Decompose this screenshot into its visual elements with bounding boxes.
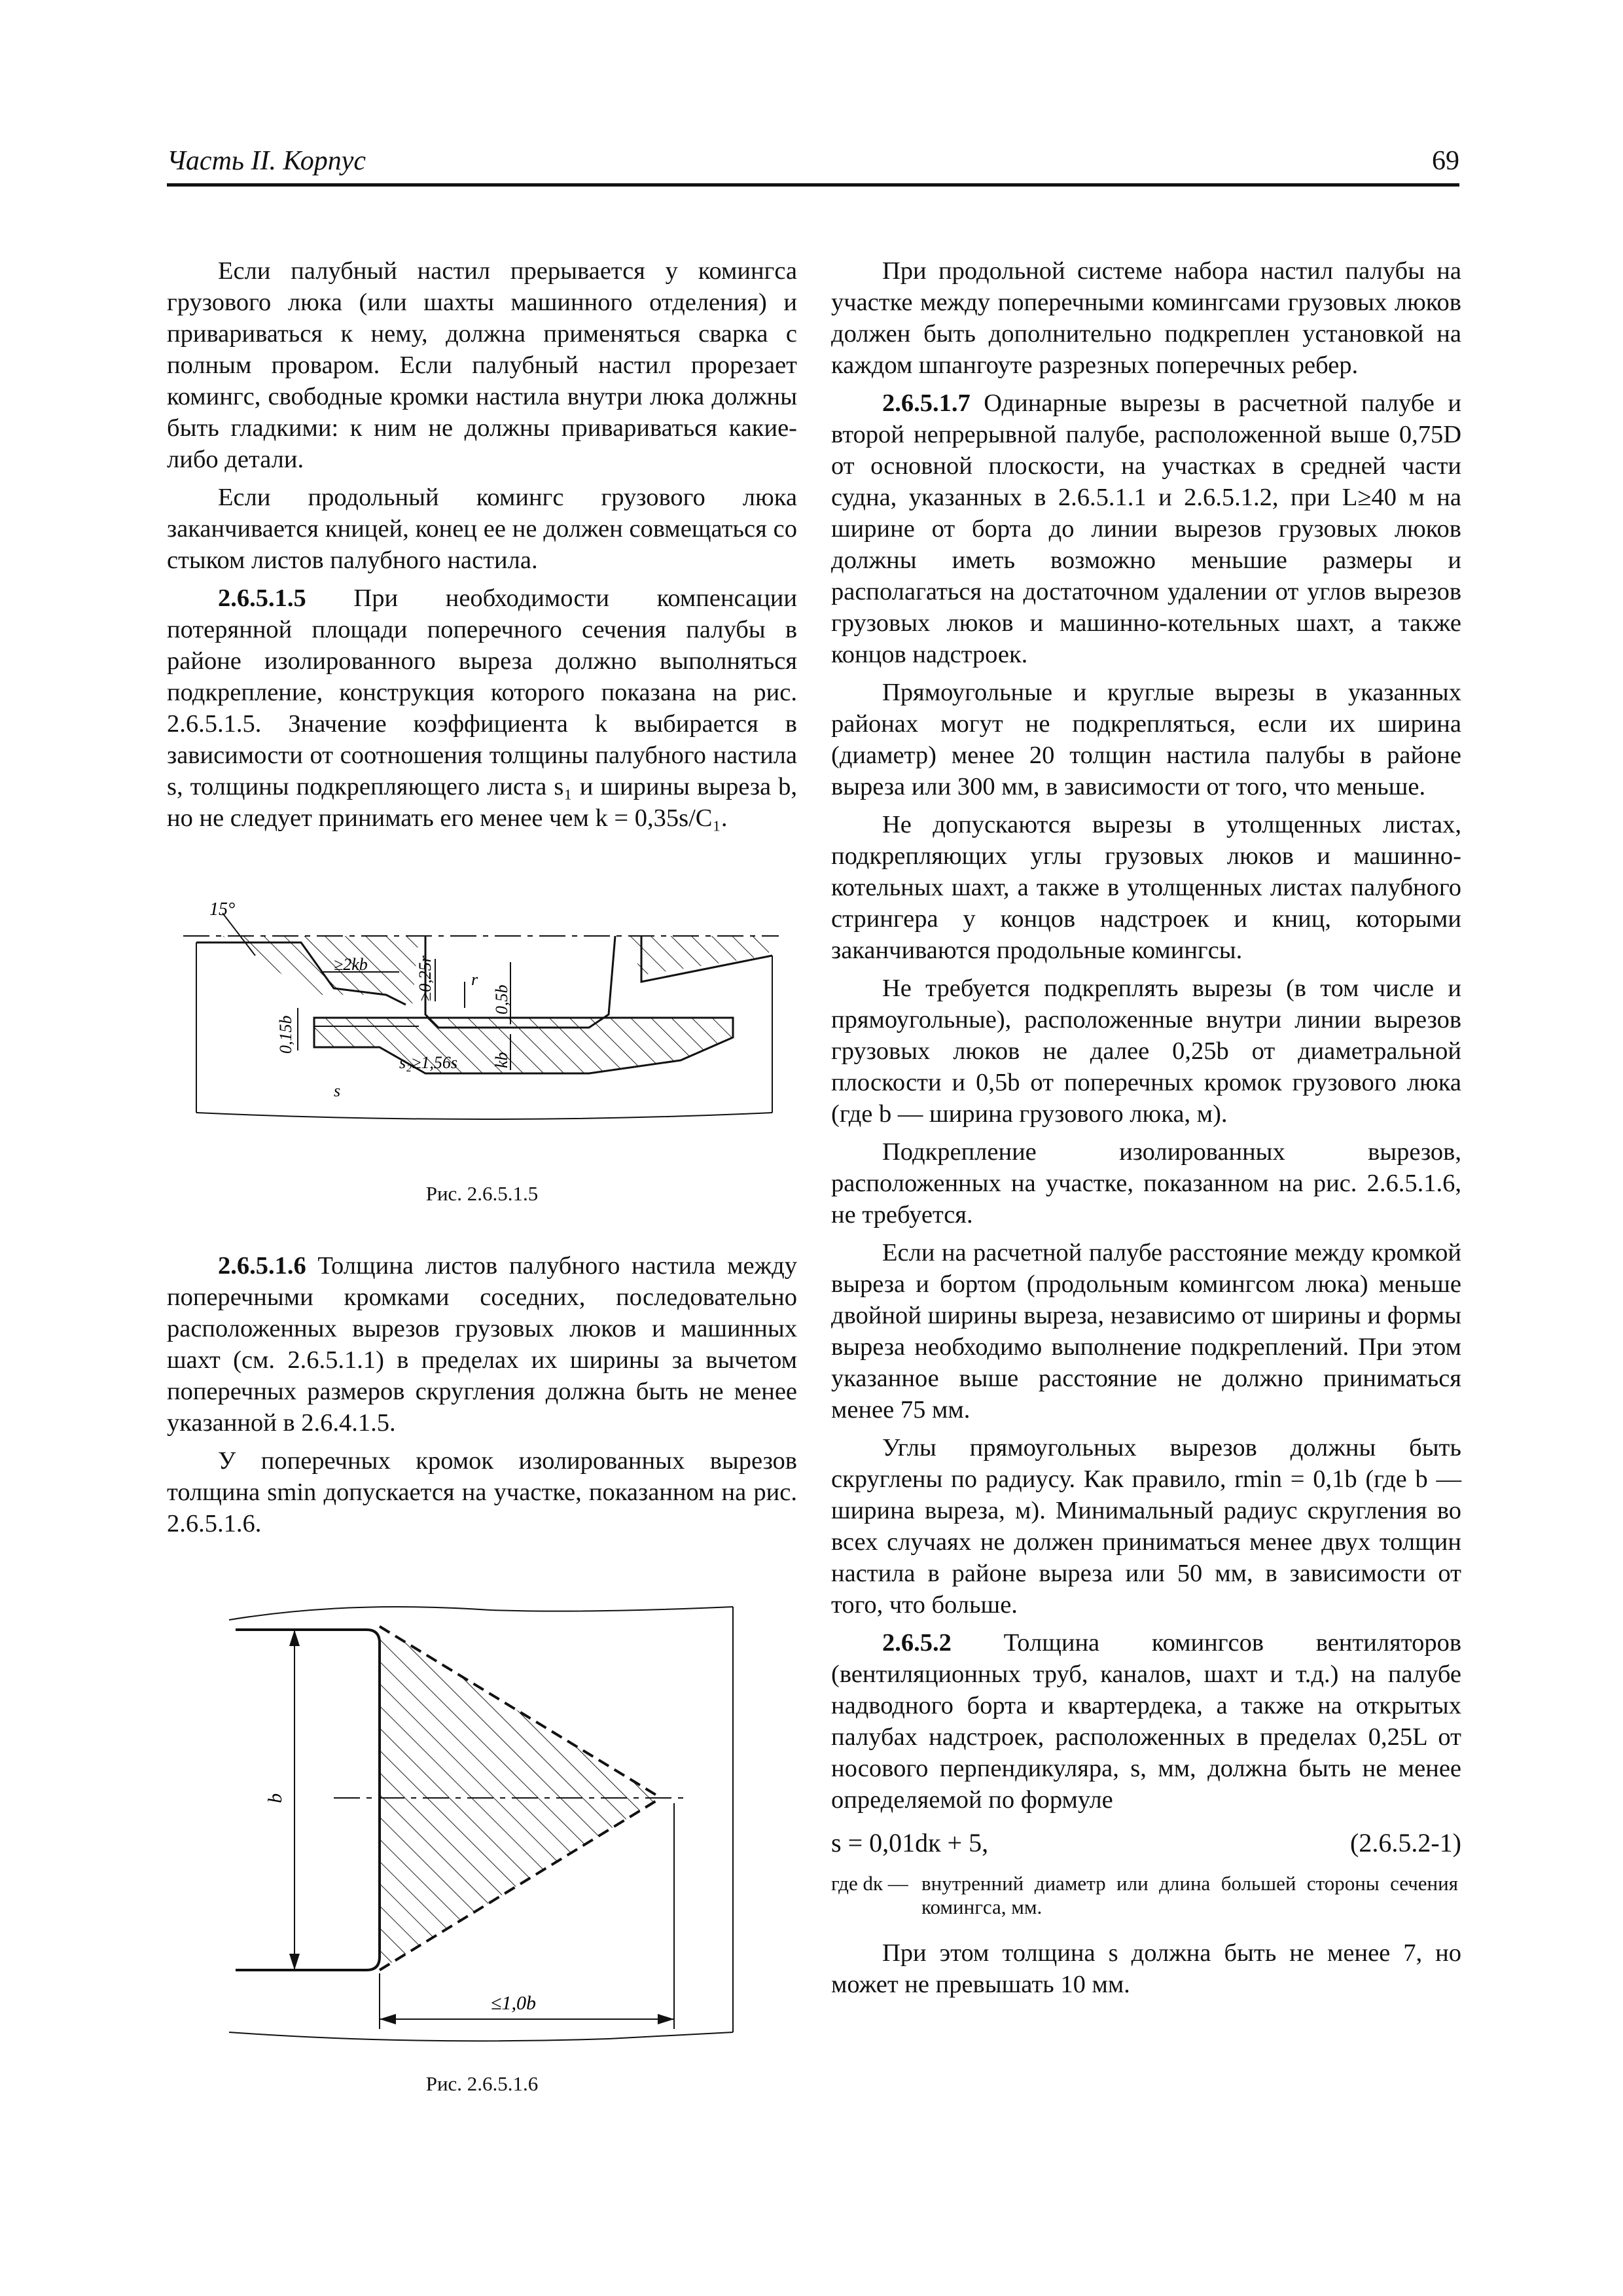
right-column — [831, 255, 1461, 2007]
paragraph: Не допускаются вырезы в утолщенных листах, подкрепляющих углы грузовых люков и машинно-котельных шахт, а также в утолщенных листах палубного стрингера у концов надстроек и книц, которыми заканчиваются продольные комингсы. — [831, 811, 1461, 964]
fig-label-025r: ≥0,25r — [416, 956, 435, 1001]
section-number: 2.6.5.1.6 — [218, 1252, 306, 1280]
paragraph: Прямоугольные и круглые вырезы в указанных районах могут не подкрепляться, если их ширина (диаметр) менее 20 толщин настила палубы в районе выреза или 300 мм, в зависимости от того, что меньше. — [831, 679, 1461, 800]
page-header — [167, 145, 1459, 187]
paragraph: У поперечных кромок изолированных вырезов толщина smin допускается на участке, показанном на рис. 2.6.5.1.6. — [167, 1447, 797, 1537]
fig-label-s: s — [334, 1081, 341, 1100]
paragraph: При этом толщина s должна быть не менее 7, но может не превышать 10 мм. — [831, 1939, 1461, 1998]
legend-definition: внутренний диаметр или длина большей стороны сечения комингса, мм. — [921, 1872, 1458, 1918]
fig-label-kb: kb — [492, 1052, 511, 1068]
section-number: 2.6.5.2 — [882, 1629, 952, 1657]
left-column — [167, 255, 797, 840]
formula-legend — [831, 1872, 1461, 1919]
formula-expression: s = 0,01dк + 5, — [831, 1828, 989, 1857]
paragraph: 2.6.5.2 Толщина комингсов вентиляторов (вентиляционных труб, каналов, шахт и т.д.) на палубе надводного борта и квартердека, а также на открытых палубах надстроек, расположенных в пределах 0,25L от носового перпендикуляра, s, мм, должна быть не менее определяемой по формуле — [831, 1629, 1462, 1814]
section-number: 2.6.5.1.5 — [218, 584, 306, 612]
running-title: Часть II. Корпус — [167, 146, 366, 176]
formula-number: (2.6.5.2-1) — [1350, 1828, 1461, 1857]
paragraph: Подкрепление изолированных вырезов, расположенных на участке, показанном на рис. 2.6.5.1.6, не требуется. — [831, 1138, 1461, 1229]
fig-label-2kb: ≥2kb — [334, 955, 368, 974]
fig-label-05b: 0,5b — [492, 984, 511, 1014]
paragraph: 2.6.5.1.6 Толщина листов палубного настила между поперечными кромками соседних, последовательно расположенных вырезов грузовых люков и машинных шахт (см. 2.6.5.1.1) в пределах их ширины за вычетом поперечных размеров скругления должна быть не менее указанной в 2.6.4.1.5. — [167, 1252, 798, 1437]
fig-label-r: r — [471, 970, 478, 989]
paragraph: 2.6.5.1.5 При необходимости компенсации потерянной площади поперечного сечения палубы в районе изолированного выреза должно выполняться подкрепление, конструкция которого показана на рис. 2.6.5.1.5. Значение коэффициента k выбирается в зависимости от соотношения толщины палубного настила s, толщины подкрепляющего листа s₁ и ширины выреза b, но не следует принимать его менее чем k = 0,35s/C₁. — [167, 584, 798, 832]
section-number: 2.6.5.1.7 — [882, 389, 971, 417]
fig-label-b: b — [264, 1793, 286, 1803]
paragraph: При продольной системе набора настил палубы на участке между поперечными комингсами грузовых люков должен быть дополнительно подкреплен установкой на каждом шпангоуте разрезных поперечных ребер. — [831, 257, 1461, 379]
paragraph: Если продольный комингс грузового люка заканчивается кницей, конец ее не должен совмещаться со стыком листов палубного настила. — [167, 484, 797, 574]
figure-caption: Рис. 2.6.5.1.6 — [425, 2072, 539, 2095]
page-number: 69 — [1432, 146, 1459, 176]
figure-2-6-5-1-6 — [216, 1587, 753, 2045]
figure-caption: Рис. 2.6.5.1.5 — [425, 1182, 539, 1205]
left-column-lower — [167, 1250, 797, 1546]
formula — [831, 1827, 1461, 1867]
legend-term: где dк — — [831, 1872, 908, 1895]
fig-label-s2: s₂≥1,56s — [399, 1053, 458, 1072]
fig-label-015b: 0,15b — [276, 1015, 295, 1054]
paragraph: Если палубный настил прерывается у комингса грузового люка (или шахты машинного отделения) и привариваться к нему, должна применяться сварка с полным проваром. Если палубный настил прорезает комингс, свободные кромки настила внутри люка должны быть гладкими: к ним не должны привариваться какие-либо детали. — [167, 257, 797, 473]
figure-2-6-5-1-5 — [183, 897, 785, 1132]
fig-label-angle: 15° — [209, 899, 236, 920]
fig-label-1b: ≤1,0b — [491, 1992, 536, 2014]
paragraph: 2.6.5.1.7 Одинарные вырезы в расчетной палубе и второй непрерывной палубе, расположенной выше 0,75D от основной плоскости, на участках в средней части судна, указанных в 2.6.5.1.1 и 2.6.5.1.2, при L≥40 м на ширине от борта до линии вырезов грузовых люков должны иметь возможно меньшие размеры и располагаться на достаточном удалении от углов вырезов грузовых люков и машинно-котельных шахт, а также концов надстроек. — [831, 389, 1461, 668]
paragraph: Если на расчетной палубе расстояние между кромкой выреза и бортом (продольным комингсом люка) меньше двойной ширины выреза, независимо от ширины и формы выреза необходимо выполнение подкреплений. При этом указанное выше расстояние не должно приниматься менее 75 мм. — [831, 1239, 1461, 1424]
paragraph: Не требуется подкреплять вырезы (в том числе и прямоугольные), расположенные внутри линии вырезов грузовых люков не далее 0,25b от диаметральной плоскости и 0,5b от поперечных кромок грузового люка (где b — ширина грузового люка, м). — [831, 975, 1461, 1128]
paragraph: Углы прямоугольных вырезов должны быть скруглены по радиусу. Как правило, rmin = 0,1b (где b — ширина выреза, м). Минимальный радиус скругления во всех случаях не должен приниматься менее двух толщин настила в районе выреза или 50 мм, в зависимости от того, что больше. — [831, 1434, 1461, 1619]
